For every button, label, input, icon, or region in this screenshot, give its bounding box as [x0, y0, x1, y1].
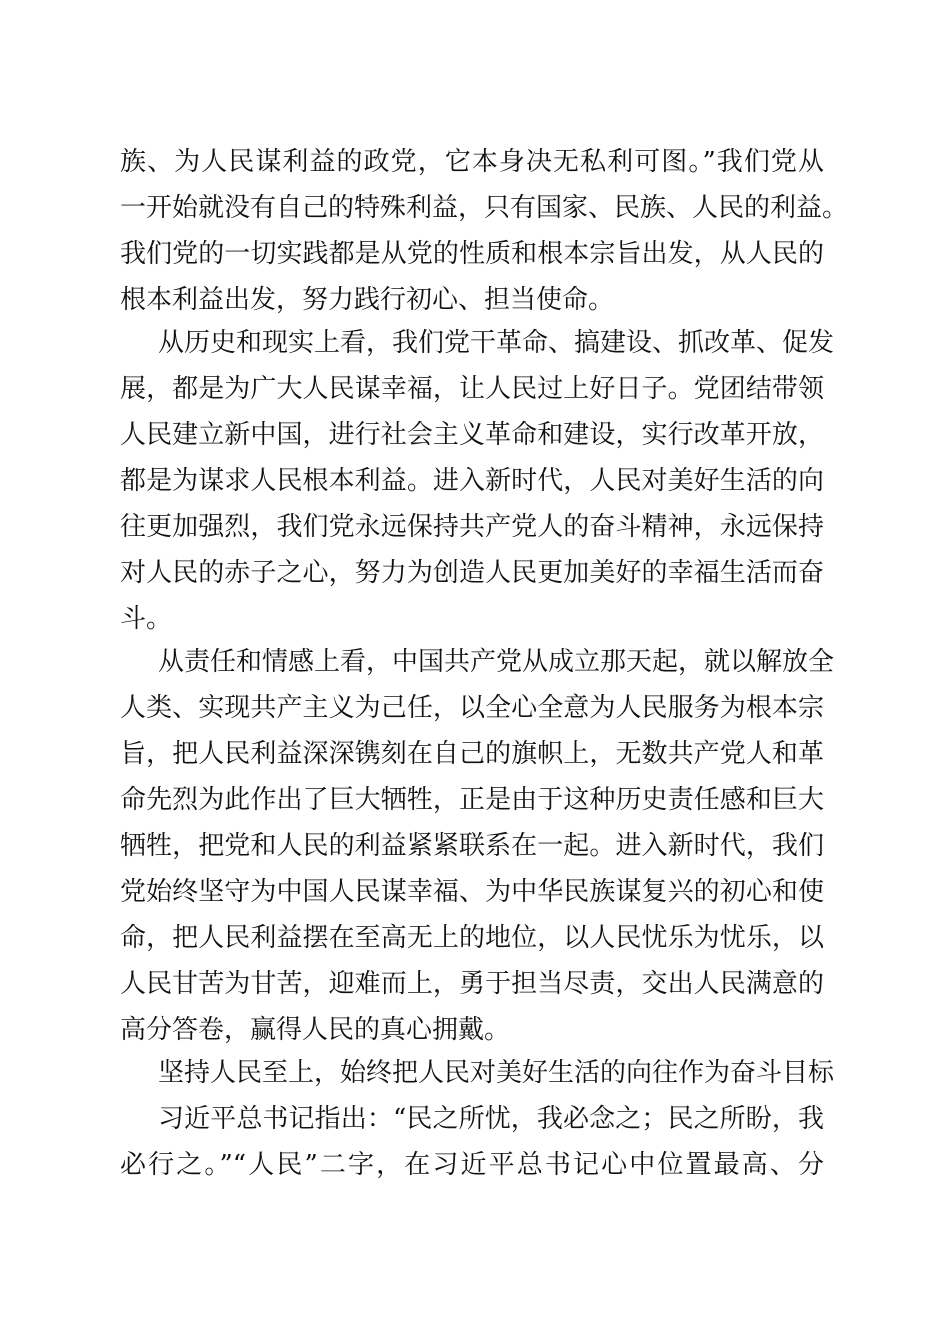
text-line-1: 族、为人民谋利益的政党，它本身决无私利可图。”我们党从: [120, 147, 824, 177]
text-line-2: 一开始就没有自己的特殊利益，只有国家、民族、人民的利益。: [120, 193, 849, 223]
text-line-11: 斗。: [120, 604, 173, 634]
text-line-14: 旨，把人民利益深深镌刻在自己的旗帜上，无数共产党人和革: [120, 739, 824, 769]
text-line-9: 往更加强烈，我们党永远保持共产党人的奋斗精神，永远保持: [120, 512, 824, 542]
text-line-19: 人民甘苦为甘苦，迎难而上，勇于担当尽责，交出人民满意的: [120, 969, 824, 999]
text-line-4: 根本利益出发，努力践行初心、担当使命。: [120, 285, 615, 315]
section-heading: 坚持人民至上，始终把人民对美好生活的向往作为奋斗目标: [158, 1058, 835, 1088]
text-line-12: 从责任和情感上看，中国共产党从成立那天起，就以解放全: [158, 647, 835, 677]
text-line-6: 展，都是为广大人民谋幸福，让人民过上好日子。党团结带领: [120, 374, 824, 404]
text-line-15: 命先烈为此作出了巨大牺牲，正是由于这种历史责任感和巨大: [120, 785, 824, 815]
text-line-8: 都是为谋求人民根本利益。进入新时代，人民对美好生活的向: [120, 466, 824, 496]
text-line-16: 牺牲，把党和人民的利益紧紧联系在一起。进入新时代，我们: [120, 831, 824, 861]
text-line-23: 必行之。”“人民”二字，在习近平总书记心中位置最高、分: [120, 1150, 824, 1180]
text-line-17: 党始终坚守为中国人民谋幸福、为中华民族谋复兴的初心和使: [120, 877, 824, 907]
text-line-7: 人民建立新中国，进行社会主义革命和建设，实行改革开放，: [120, 420, 824, 450]
text-line-22: 习近平总书记指出：“民之所忧，我必念之；民之所盼，我: [158, 1104, 824, 1134]
text-line-5: 从历史和现实上看，我们党干革命、搞建设、抓改革、促发: [158, 328, 835, 358]
text-line-3: 我们党的一切实践都是从党的性质和根本宗旨出发，从人民的: [120, 239, 824, 269]
text-line-10: 对人民的赤子之心，努力为创造人民更加美好的幸福生活而奋: [120, 558, 824, 588]
text-line-18: 命，把人民利益摆在至高无上的地位，以人民忧乐为忧乐，以: [120, 923, 824, 953]
text-line-20: 高分答卷，赢得人民的真心拥戴。: [120, 1015, 511, 1045]
text-line-13: 人类、实现共产主义为己任，以全心全意为人民服务为根本宗: [120, 693, 824, 723]
